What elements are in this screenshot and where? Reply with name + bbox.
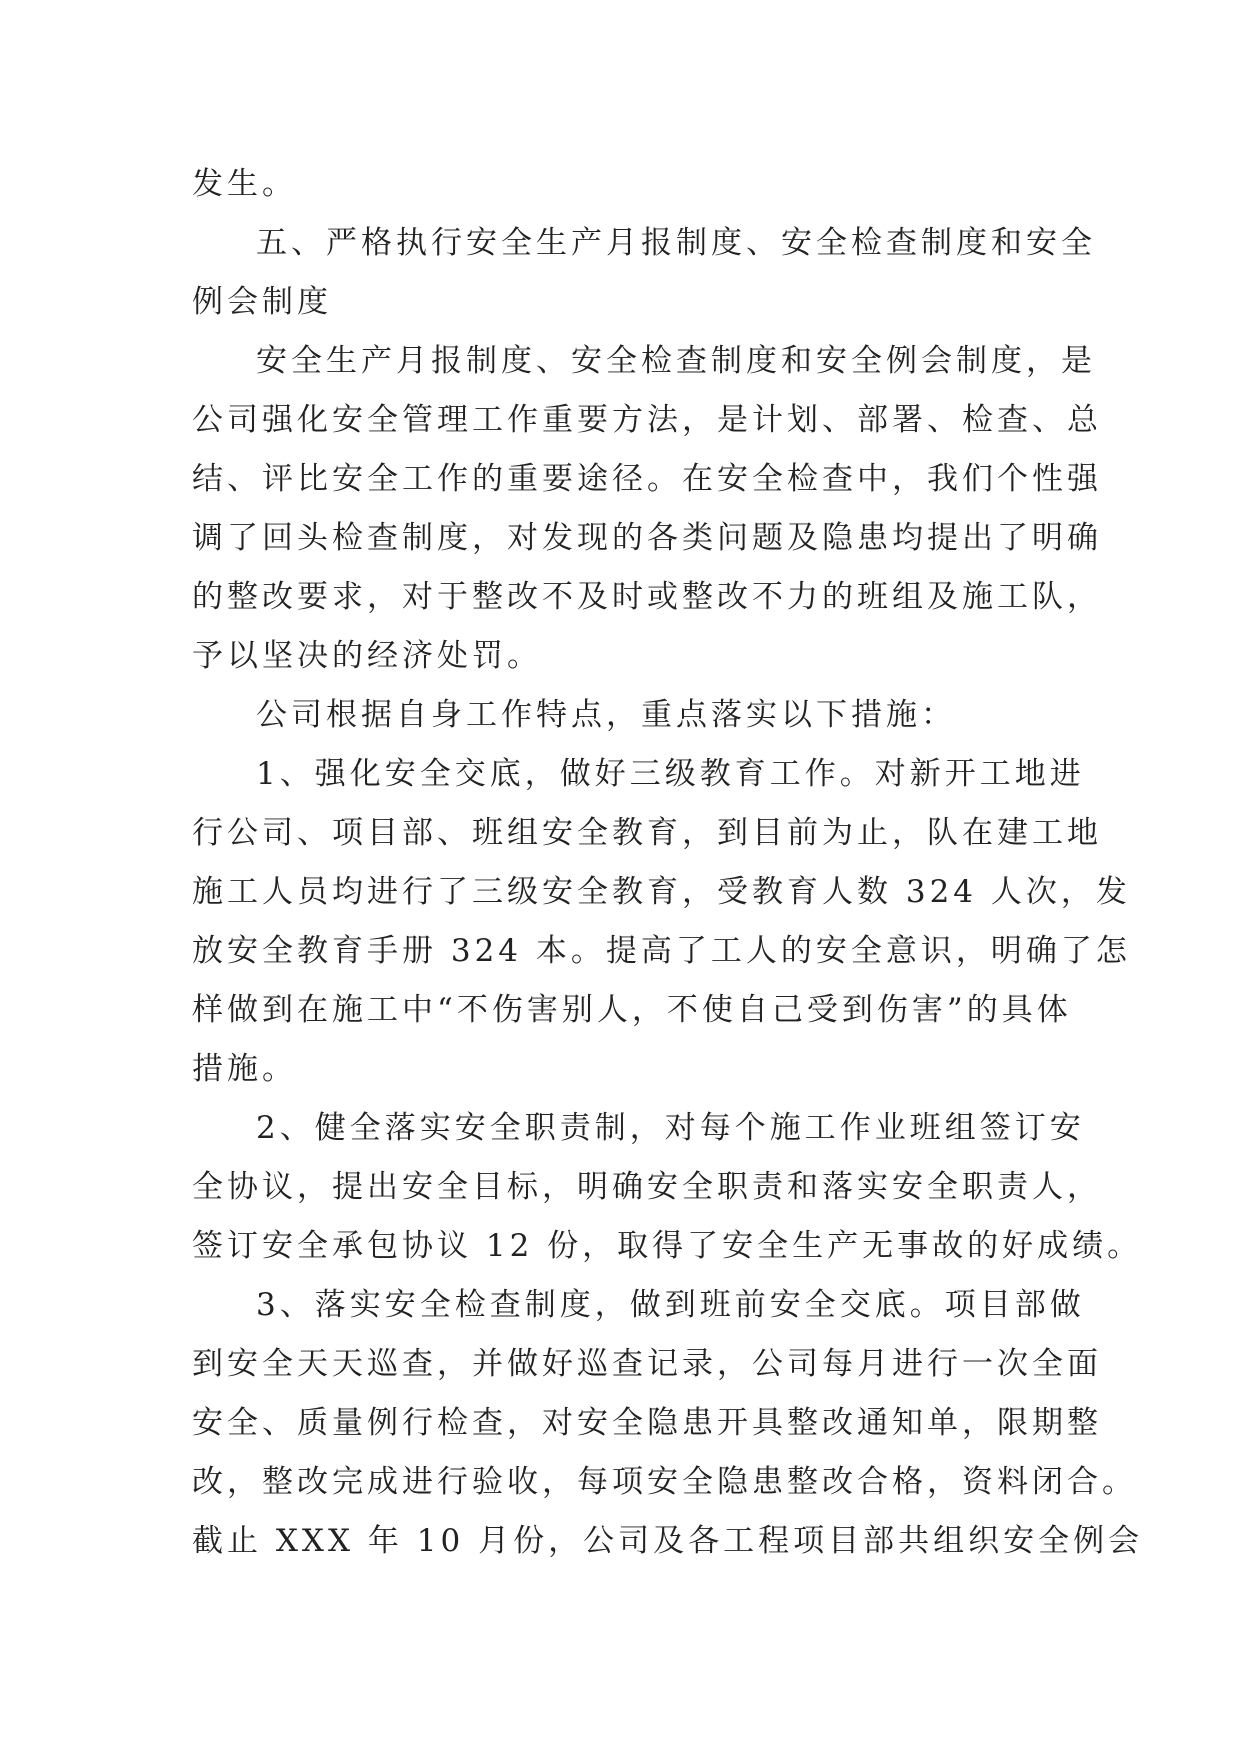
text-line: 签订安全承包协议 12 份，取得了安全生产无事故的好成绩。 xyxy=(192,1228,1143,1264)
text-line: 到安全天天巡查，并做好巡查记录，公司每月进行一次全面 xyxy=(192,1346,1102,1382)
text-line: 公司强化安全管理工作重要方法，是计划、部署、检查、总 xyxy=(192,402,1102,438)
text-line: 行公司、项目部、班组安全教育，到目前为止，队在建工地 xyxy=(192,815,1102,851)
text-line: 样做到在施工中“不伤害别人，不使自己受到伤害”的具体 xyxy=(192,992,1072,1028)
text-line: 3、落实安全检查制度，做到班前安全交底。项目部做 xyxy=(256,1287,1085,1323)
text-line: 措施。 xyxy=(192,1051,297,1087)
text-line: 截止 XXX 年 10 月份，公司及各工程项目部共组织安全例会 xyxy=(192,1523,1144,1559)
text-line: 施工人员均进行了三级安全教育，受教育人数 324 人次，发 xyxy=(192,874,1131,910)
text-line: 调了回头检查制度，对发现的各类问题及隐患均提出了明确 xyxy=(192,520,1102,556)
text-line: 2、健全落实安全职责制，对每个施工作业班组签订安 xyxy=(256,1110,1085,1146)
text-line: 安全、质量例行检查，对安全隐患开具整改通知单，限期整 xyxy=(192,1405,1102,1441)
text-line: 结、评比安全工作的重要途径。在安全检查中，我们个性强 xyxy=(192,461,1102,497)
text-line: 1、强化安全交底，做好三级教育工作。对新开工地进 xyxy=(256,756,1085,792)
text-line: 安全生产月报制度、安全检查制度和安全例会制度，是 xyxy=(256,343,1096,379)
text-line: 例会制度 xyxy=(192,284,332,320)
text-line: 五、严格执行安全生产月报制度、安全检查制度和安全 xyxy=(256,225,1096,261)
text-line: 公司根据自身工作特点，重点落实以下措施： xyxy=(256,697,956,733)
text-line: 改，整改完成进行验收，每项安全隐患整改合格，资料闭合。 xyxy=(192,1464,1137,1500)
text-line: 放安全教育手册 324 本。提高了工人的安全意识，明确了怎 xyxy=(192,933,1131,969)
document-body xyxy=(192,155,1144,1571)
text-line: 予以坚决的经济处罚。 xyxy=(192,638,542,674)
text-line: 发生。 xyxy=(192,166,297,202)
text-line: 的整改要求，对于整改不及时或整改不力的班组及施工队， xyxy=(192,579,1102,615)
text-line: 全协议，提出安全目标，明确安全职责和落实安全职责人， xyxy=(192,1169,1102,1205)
